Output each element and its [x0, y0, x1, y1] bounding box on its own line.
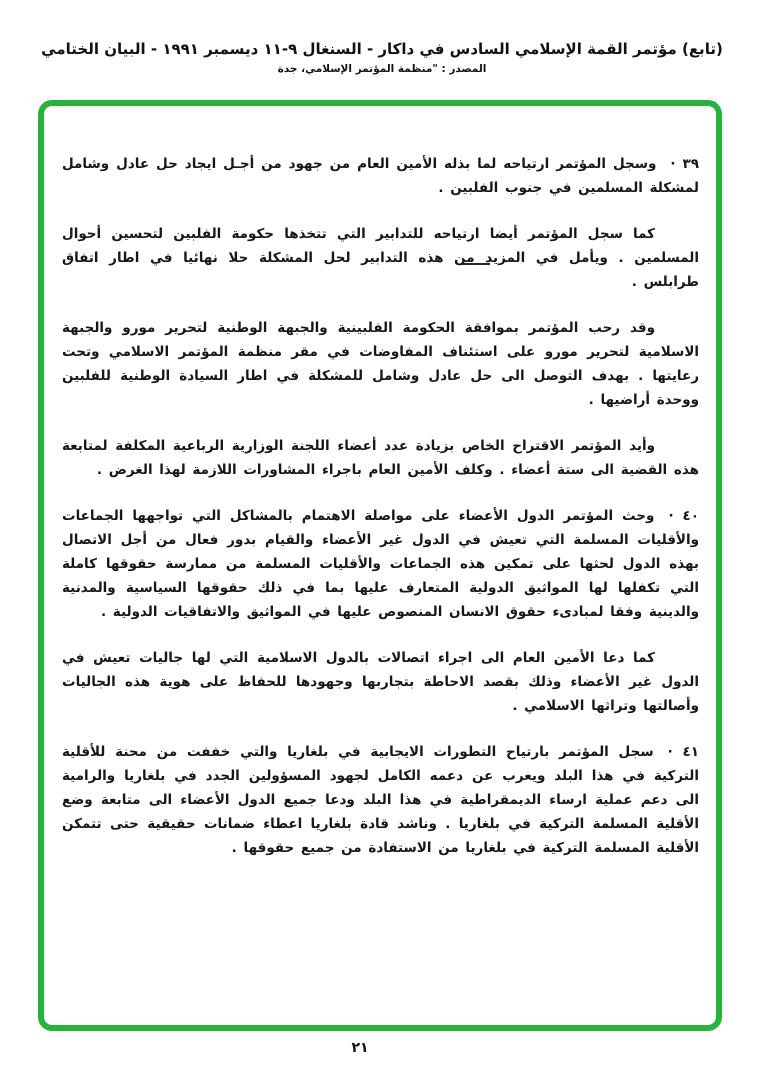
paragraph-text: وقد رحب المؤتمر بموافقة الحكومة الفلبينية والجبهة الوطنية لتحرير مورو والجبهة الاسلامية لتحرير مورو على استئناف المفاوضات في مقر منظمة المؤتمر الاسلامي وتحت رعايتها . بهدف التوصل الى حل عادل وشامل للمشكلة في اطار السيادة الوطنية للفلبين ووحدة أراضيها . — [62, 320, 699, 408]
paragraph-text: وحث المؤتمر الدول الأعضاء على مواصلة الاهتمام بالمشاكل التي تواجهها الجماعات والأقليات المسلمة التي تعيش في الدول غير الأعضاء والقيام بدور فعال من أجل الاتصال بهذه الدول لحثها على تمكين هذه الجماعات والأقليات المسلمة من ممارسة حقوقها كاملة التي تكفلها لها المواثيق الدولية المتعارف عليها بما في ذلك حقوقها السياسية والمدنية والدينية وفقا لمبادىء حقوق الانسان المنصوص عليها في المواثيق والاتفاقيات الدولية . — [62, 508, 699, 620]
document-title: (تابع) مؤتمر القمة الإسلامي السادس في داكار - السنغال ٩-١١ ديسمبر ١٩٩١ - البيان الختامي — [41, 40, 723, 58]
paragraph-39 — [62, 152, 699, 200]
paragraph-text: كما دعا الأمين العام الى اجراء اتصالات بالدول الاسلامية التي لها جاليات تعيش في الدول غير الأعضاء وذلك بقصد الاحاطة بتجاربها وجهودها للحفاظ على هوية هذه الجاليات وأصالتها وتراثها الاسلامي . — [62, 650, 699, 714]
paragraph-text: وأيد المؤتمر الاقتراح الخاص بزيادة عدد أعضاء اللجنة الوزارية الرباعية المكلفة لمتابعة هذه القضية الى ستة أعضاء . وكلف الأمين العام باجراء المشاورات اللازمة لهذا الغرض . — [62, 438, 699, 478]
paragraph-number: ٣٩ · — [670, 156, 699, 172]
document-source: المصدر : "منظمة المؤتمر الإسلامي، جدة — [277, 63, 487, 75]
paragraph-text: سجل المؤتمر بارتياح التطورات الايجابية في بلغاريا والتي خففت من محنة للأقلية التركية في هذا البلد ويعرب عن دعمه الكامل لجهود المسؤولين الجدد في بلغاريا والرامية الى دعم عملية ارساء الديمقراطية في هذا البلد ودعا جميع الدول الأعضاء الى متابعة وضع الأقلية المسلمة التركية في بلغاريا . وناشد قادة بلغاريا اعطاء ضمانات حقيقية حتى تتمكن الأقلية المسلمة التركية في بلغاريا من الاستفادة من جميع حقوقها . — [62, 744, 699, 856]
paragraph-number: ٤٠ · — [668, 508, 699, 524]
paragraph-41 — [62, 740, 699, 860]
paragraph-ministerial-committee — [62, 434, 699, 482]
paragraph-text: كما سجل المؤتمر أيضا ارتياحه للتدابير التي تتخذها حكومة الفلبين لتحسين أحوال المسلمين . ويأمل في المزيد من هذه التدابير لحل المشكلة حلا نهائيا في اطار اتفاق طرابلس . — [62, 226, 699, 290]
paragraph-philippines-measures — [62, 222, 699, 294]
paragraph-text: وسجل المؤتمر ارتياحه لما بذله الأمين العام من جهود من أجـل ايجاد حل عادل وشامل لمشكلة المسلمين في جنوب الفلبين . — [62, 156, 699, 196]
page-number: ٢١ — [351, 1040, 369, 1056]
paragraph-40 — [62, 504, 699, 624]
page-header — [0, 0, 764, 75]
paragraph-moro-negotiations — [62, 316, 699, 412]
paragraph-muslim-communities — [62, 646, 699, 718]
content-frame — [38, 100, 722, 1031]
paragraph-number: ٤١ · — [667, 744, 699, 760]
document-body — [62, 152, 699, 1021]
